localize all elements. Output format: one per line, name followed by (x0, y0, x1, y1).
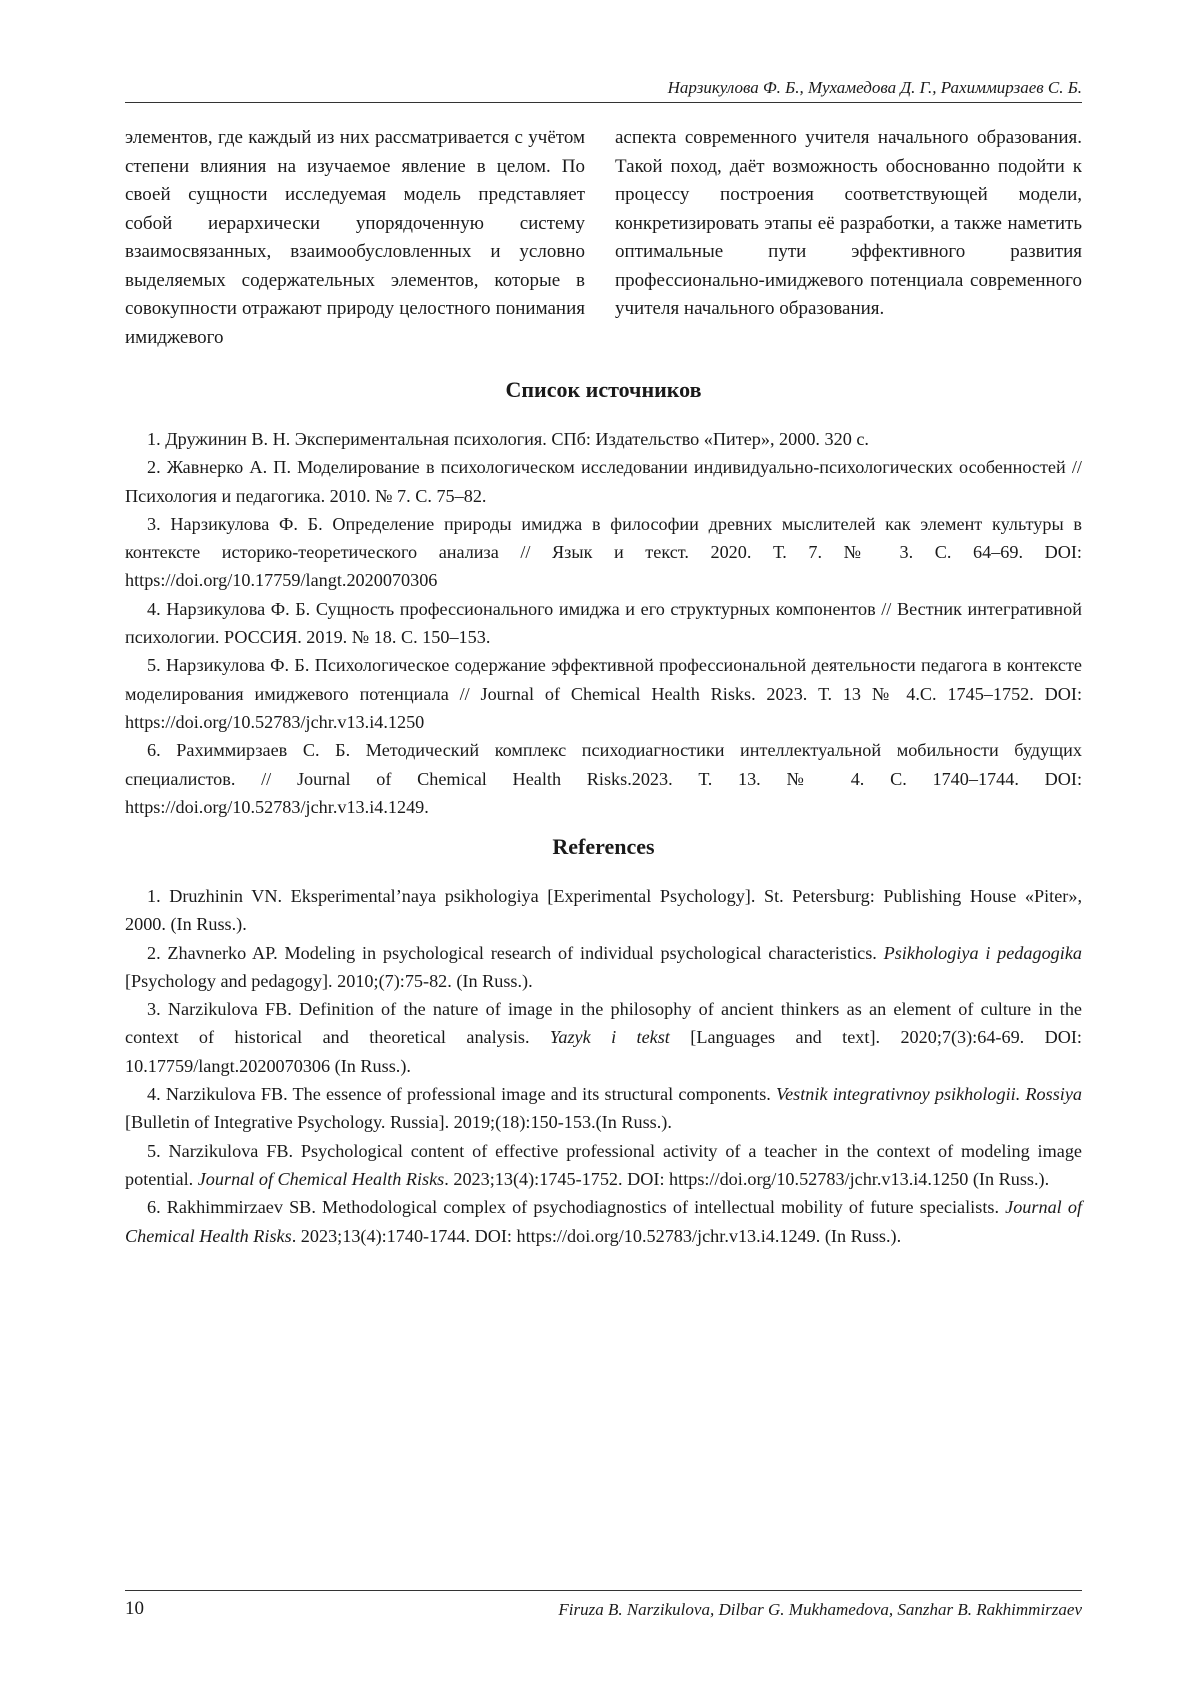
page-number: 10 (125, 1598, 144, 1619)
sources-list (125, 425, 1082, 821)
reference-text: 5. Narzikulova FB. Psychological content of effective professional activity of a teacher in the context of modeling image potential. (125, 1140, 1082, 1189)
reference-text: [Bulletin of Integrative Psychology. Russia]. 2019;(18):150-153.(In Russ.). (125, 1112, 672, 1133)
reference-text: 4. Narzikulova FB. The essence of professional image and its structural components. (147, 1084, 777, 1105)
reference-text: 1. Druzhinin VN. Eksperimental’naya psikhologiya [Experimental Psychology]. St. Petersburg: Publishing House «Piter», 2000. (In Russ.). (125, 886, 1082, 935)
references-list (125, 882, 1082, 1250)
source-item: 3. Нарзикулова Ф. Б. Определение природы имиджа в философии древних мыслителей как элемент культуры в контексте историко-теоретического анализа // Язык и текст. 2020. Т. 7. № 3. С. 64–69. DOI: https://doi.org/10.17759/langt.2020070306 (125, 513, 1082, 591)
source-item: 2. Жавнерко А. П. Моделирование в психологическом исследовании индивидуально-психологических особенностей // Психология и педагогика. 2010. № 7. С. 75–82. (125, 457, 1082, 506)
reference-text: 6. Rakhimmirzaev SB. Methodological complex of psychodiagnostics of intellectual mobility of future specialists. (147, 1197, 1006, 1218)
reference-item (125, 1137, 1082, 1194)
source-item: 6. Рахиммирзаев С. Б. Методический комплекс психодиагностики интеллектуальной мобильности будущих специалистов. // Journal of Chemical Health Risks.2023. Т. 13. № 4. С. 1740–1744. DOI: https://doi.org/10.52783/jchr.v13.i4.1249. (125, 740, 1082, 817)
source-item: 5. Нарзикулова Ф. Б. Психологическое содержание эффективной профессиональной деятельности педагога в контексте моделирования имиджевого потенциала // Journal of Chemical Health Risks. 2023. Т. 13 № 4.С. 1745–1752. DOI: https://doi.org/10.52783/jchr.v13.i4.1250 (125, 655, 1082, 732)
reference-journal: Journal of Chemical Health Risks (197, 1168, 445, 1189)
reference-item (125, 1193, 1082, 1250)
reference-text: 3. Narzikulova FB. Definition of the nature of image in the philosophy of ancient thinkers as an element of culture in the context of historical and theoretical analysis. (125, 999, 1082, 1048)
body-columns (125, 124, 1082, 352)
reference-journal: Yazyk i tekst (549, 1027, 670, 1048)
source-item: 4. Нарзикулова Ф. Б. Сущность профессионального имиджа и его структурных компонентов // Вестник интегративной психологии. РОССИЯ. 2019. № 18. С. 150–153. (125, 598, 1082, 648)
reference-journal: Vestnik integrativnoy psikhologii. Rossiya (776, 1084, 1083, 1105)
source-item: 1. Дружинин В. Н. Экспериментальная психология. СПб: Издательство «Питер», 2000. 320 с. (147, 429, 869, 449)
reference-text: [Psychology and pedagogy]. 2010;(7):75-82. (In Russ.). (125, 970, 533, 991)
reference-journal: Journal of Chemical Health Risks (125, 1197, 1083, 1246)
body-left-column: элементов, где каждый из них рассматривается с учётом степени влияния на изучаемое явление в целом. По своей сущности исследуемая модель представляет собой иерархически упорядоченную систему взаимосвязанных, взаимообусловленных и условно выделяемых содержательных элементов, которые в совокупности отражают природу целостного понимания имиджевого (125, 127, 585, 348)
reference-text: . 2023;13(4):1740-1744. DOI: https://doi.org/10.52783/jchr.v13.i4.1249. (In Russ.). (291, 1225, 902, 1246)
sources-title: Список источников (505, 377, 702, 402)
running-foot: Firuza B. Narzikulova, Dilbar G. Mukhamedova, Sanzhar B. Rakhimmirzaev (558, 1600, 1082, 1619)
reference-text: . 2023;13(4):1745-1752. DOI: https://doi.org/10.52783/jchr.v13.i4.1250 (In Russ.). (444, 1168, 1050, 1189)
running-head: Нарзикулова Ф. Б., Мухамедова Д. Г., Рахиммирзаев С. Б. (667, 78, 1082, 97)
references-title: References (552, 834, 655, 859)
reference-item (125, 1080, 1082, 1137)
reference-item (125, 882, 1082, 939)
reference-text: [Languages and text]. 2020;7(3):64-69. DOI: 10.17759/langt.2020070306 (In Russ.). (125, 1027, 1082, 1076)
reference-item (125, 995, 1082, 1080)
page (125, 0, 1082, 1697)
reference-journal: Psikhologiya i pedagogika (883, 942, 1082, 963)
reference-text: 2. Zhavnerko AP. Modeling in psychological research of individual psychological characteristics. (147, 942, 884, 963)
footer-rule (125, 1590, 1082, 1591)
header-rule (125, 102, 1082, 103)
body-right-column: аспекта современного учителя начального образования. Такой поход, даёт возможность обоснованно подойти к процессу построения соответствующей модели, конкретизировать этапы её разработки, а также наметить оптимальные пути эффективного развития профессионально-имиджевого потенциала современного учителя начального образования. (615, 127, 1082, 319)
reference-item (125, 939, 1082, 996)
